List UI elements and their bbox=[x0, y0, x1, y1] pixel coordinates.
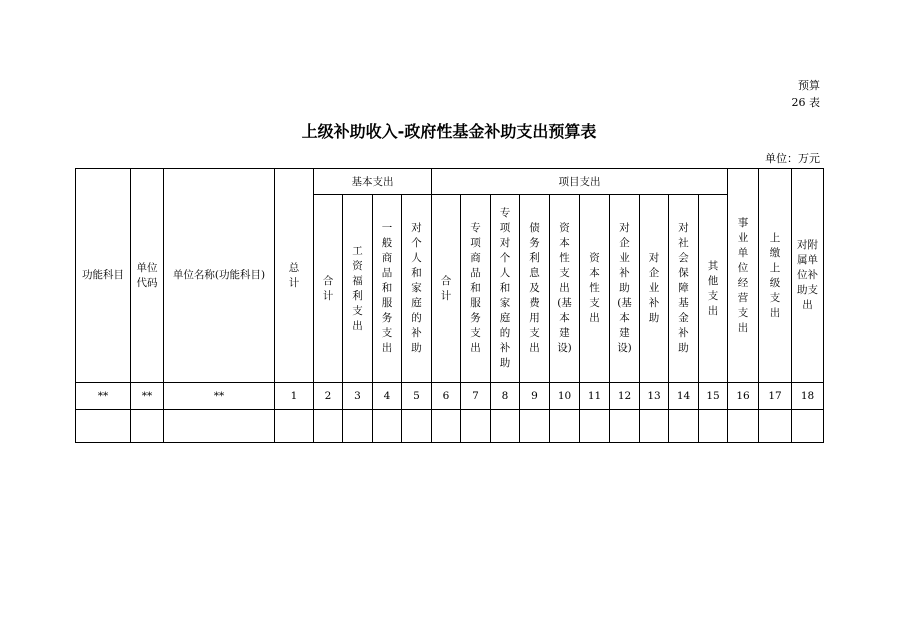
empty-cell bbox=[76, 410, 131, 443]
empty-cell bbox=[792, 410, 824, 443]
col-unit-name: 单位名称(功能科目) bbox=[164, 169, 275, 383]
code-cell: 3 bbox=[343, 383, 373, 410]
empty-cell bbox=[610, 410, 640, 443]
code-cell: 2 bbox=[314, 383, 343, 410]
header-row-groups bbox=[76, 169, 824, 195]
code-cell: 15 bbox=[699, 383, 728, 410]
empty-cell bbox=[759, 410, 792, 443]
empty-cell bbox=[373, 410, 402, 443]
code-cell: 7 bbox=[461, 383, 491, 410]
col-enterprise: 对 企 业 补 助 bbox=[640, 195, 669, 383]
code-cell: 14 bbox=[669, 383, 699, 410]
code-cell: 4 bbox=[373, 383, 402, 410]
col-upper-level: 上 缴 上 级 支 出 bbox=[759, 169, 792, 383]
page-title: 上级补助收入-政府性基金补助支出预算表 bbox=[301, 122, 597, 141]
col-enterprise-construction: 对 企 业 补 助 (基 本 建 设) bbox=[610, 195, 640, 383]
empty-cell bbox=[275, 410, 314, 443]
code-cell: 12 bbox=[610, 383, 640, 410]
code-cell: 1 bbox=[275, 383, 314, 410]
empty-cell bbox=[728, 410, 759, 443]
code-cell: ** bbox=[76, 383, 131, 410]
col-capital-construction: 资 本 性 支 出 (基 本 建 设) bbox=[550, 195, 580, 383]
empty-cell bbox=[343, 410, 373, 443]
empty-cell bbox=[669, 410, 699, 443]
empty-cell bbox=[550, 410, 580, 443]
col-personal-family: 对 个 人 和 家 庭 的 补 助 bbox=[402, 195, 432, 383]
col-basic-total: 合 计 bbox=[314, 195, 343, 383]
empty-cell bbox=[131, 410, 164, 443]
col-other: 其 他 支 出 bbox=[699, 195, 728, 383]
col-debt-interest: 债 务 利 息 及 费 用 支 出 bbox=[520, 195, 550, 383]
empty-cell bbox=[640, 410, 669, 443]
code-cell: ** bbox=[164, 383, 275, 410]
code-cell: 18 bbox=[792, 383, 824, 410]
code-cell: 17 bbox=[759, 383, 792, 410]
col-wages-welfare: 工 资 福 利 支 出 bbox=[343, 195, 373, 383]
code-cell: 13 bbox=[640, 383, 669, 410]
col-func-subject: 功能科目 bbox=[76, 169, 131, 383]
col-proj-personal-family: 专 项 对 个 人 和 家 庭 的 补 助 bbox=[491, 195, 520, 383]
col-public-institution: 事 业 单 位 经 营 支 出 bbox=[728, 169, 759, 383]
group-project-expenditure: 项目支出 bbox=[432, 169, 728, 195]
form-label-line1: 预算 bbox=[798, 79, 820, 92]
code-cell: 16 bbox=[728, 383, 759, 410]
empty-cell bbox=[699, 410, 728, 443]
col-affiliated: 对附 属单 位补 助支 出 bbox=[792, 169, 824, 383]
code-cell: 8 bbox=[491, 383, 520, 410]
empty-cell bbox=[314, 410, 343, 443]
code-cell: 11 bbox=[580, 383, 610, 410]
col-goods-services: 一 般 商 品 和 服 务 支 出 bbox=[373, 195, 402, 383]
col-proj-total: 合 计 bbox=[432, 195, 461, 383]
group-basic-expenditure: 基本支出 bbox=[314, 169, 432, 195]
col-capital: 资 本 性 支 出 bbox=[580, 195, 610, 383]
code-cell: 5 bbox=[402, 383, 432, 410]
col-unit-code: 单位 代码 bbox=[131, 169, 164, 383]
code-cell: ** bbox=[131, 383, 164, 410]
empty-cell bbox=[491, 410, 520, 443]
code-cell: 6 bbox=[432, 383, 461, 410]
form-label-line2: 26 表 bbox=[791, 96, 820, 109]
col-total: 总 计 bbox=[275, 169, 314, 383]
col-social-security: 对 社 会 保 障 基 金 补 助 bbox=[669, 195, 699, 383]
col-proj-goods-services: 专 项 商 品 和 服 务 支 出 bbox=[461, 195, 491, 383]
code-cell: 9 bbox=[520, 383, 550, 410]
empty-cell bbox=[432, 410, 461, 443]
code-cell: 10 bbox=[550, 383, 580, 410]
empty-cell bbox=[580, 410, 610, 443]
empty-cell bbox=[520, 410, 550, 443]
budget-table bbox=[75, 168, 824, 443]
table-row-codes bbox=[76, 383, 824, 410]
table-row-empty bbox=[76, 410, 824, 443]
empty-cell bbox=[402, 410, 432, 443]
unit-label: 单位：万元 bbox=[765, 152, 820, 165]
empty-cell bbox=[461, 410, 491, 443]
empty-cell bbox=[164, 410, 275, 443]
